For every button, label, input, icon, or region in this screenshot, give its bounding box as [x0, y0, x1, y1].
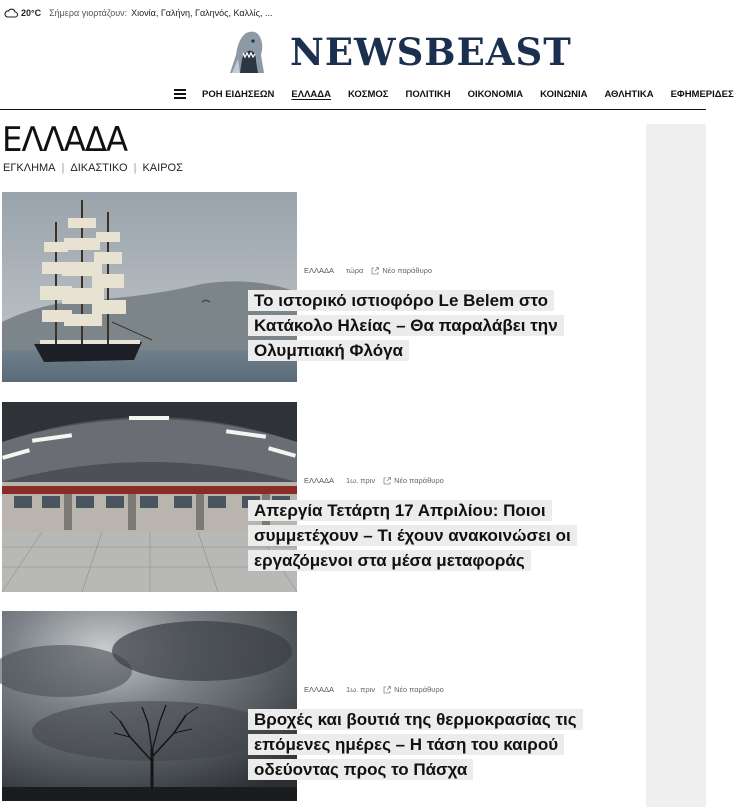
subnav-item-dikastiko[interactable]: ΔΙΚΑΣΤΙΚΟ	[70, 162, 128, 174]
shark-logo-icon	[226, 29, 266, 75]
main-nav	[174, 85, 734, 103]
article-card	[2, 192, 642, 382]
nav-item-athlitika[interactable]: ΑΘΛΗΤΙΚΑ	[604, 88, 654, 100]
subnav-item-kairos[interactable]: ΚΑΙΡΟΣ	[142, 162, 183, 174]
article-meta	[304, 266, 432, 275]
nav-item-ellada[interactable]: ΕΛΛΑΔΑ	[291, 88, 331, 100]
site-logo[interactable]	[226, 28, 572, 76]
subnav-separator: |	[133, 162, 137, 174]
new-window-label: Νέο παράθυρο	[394, 685, 444, 694]
article-headline-text: Βροχές και βουτιά της θερμοκρασίας τις επόμενες ημέρες – Η τάση του καιρού οδεύοντας προς το Πάσχα	[248, 709, 583, 780]
section-title: ΕΛΛΑΔΑ	[2, 120, 128, 160]
article-category[interactable]: ΕΛΛΑΔΑ	[304, 266, 335, 275]
article-card	[2, 402, 642, 592]
hamburger-icon[interactable]	[174, 89, 186, 99]
external-link-icon	[371, 267, 379, 275]
section-subnav	[3, 162, 183, 174]
article-headline[interactable]	[248, 498, 600, 573]
new-window-label: Νέο παράθυρο	[382, 266, 433, 275]
top-info-bar	[4, 6, 272, 20]
nav-item-roi-eidiseon[interactable]: ΡΟΗ ΕΙΔΗΣΕΩΝ	[202, 88, 275, 100]
article-time: τώρα	[346, 266, 364, 275]
article-headline[interactable]	[248, 707, 600, 782]
new-window-label: Νέο παράθυρο	[394, 476, 444, 485]
article-meta	[304, 476, 444, 485]
nav-item-efimerides[interactable]: ΕΦΗΜΕΡΙΔΕΣ	[670, 88, 734, 100]
article-category[interactable]: ΕΛΛΑΔΑ	[304, 685, 335, 694]
new-window-link[interactable]	[383, 476, 444, 485]
article-headline[interactable]	[248, 288, 600, 363]
article-headline-text: Απεργία Τετάρτη 17 Απριλίου: Ποιοι συμμετέχουν – Τι έχουν ανακοινώσει οι εργαζόμενοι στα μέσα μεταφοράς	[248, 500, 577, 571]
external-link-icon	[383, 686, 391, 694]
article-headline-text: Το ιστορικό ιστιοφόρο Le Belem στο Κατάκολο Ηλείας – Θα παραλάβει την Ολυμπιακή Φλόγα	[248, 290, 564, 361]
nameday-label: Σήμερα γιορτάζουν:	[49, 8, 128, 18]
new-window-link[interactable]	[371, 266, 432, 275]
logo-wordmark: NEWSBEAST	[290, 30, 572, 74]
nav-item-politiki[interactable]: ΠΟΛΙΤΙΚΗ	[405, 88, 451, 100]
nameday-names[interactable]: Χιονία, Γαλήνη, Γαληνός, Καλλίς, ...	[131, 8, 273, 18]
new-window-link[interactable]	[383, 685, 444, 694]
subnav-separator: |	[61, 162, 65, 174]
article-meta	[304, 685, 444, 694]
header-divider	[0, 109, 706, 110]
nav-item-oikonomia[interactable]: ΟΙΚΟΝΟΜΙΑ	[467, 88, 524, 100]
nav-item-kosmos[interactable]: ΚΟΣΜΟΣ	[347, 88, 389, 100]
article-category[interactable]: ΕΛΛΑΔΑ	[304, 476, 335, 485]
nav-item-koinonia[interactable]: ΚΟΙΝΩΝΙΑ	[540, 88, 588, 100]
temperature: 20°C	[21, 8, 42, 18]
article-card	[2, 611, 642, 801]
article-time: 1ω. πριν	[346, 685, 376, 694]
cloud-icon	[4, 8, 18, 18]
subnav-item-egklima[interactable]: ΕΓΚΛΗΜΑ	[3, 162, 56, 174]
article-time: 1ω. πριν	[346, 476, 376, 485]
external-link-icon	[383, 477, 391, 485]
sidebar-ad-slot	[646, 124, 706, 807]
